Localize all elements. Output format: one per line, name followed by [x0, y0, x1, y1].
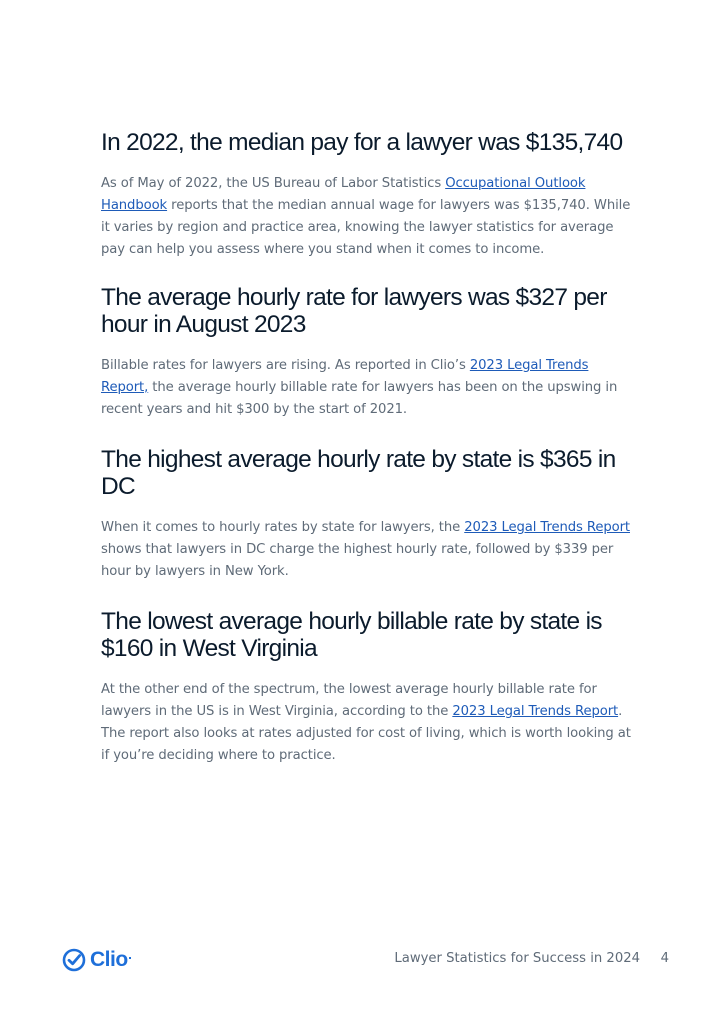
section-paragraph	[101, 517, 631, 583]
footer-document-title: Lawyer Statistics for Success in 2024	[394, 951, 640, 966]
section-highest-rate-by-state	[101, 446, 631, 583]
occupational-outlook-handbook-link[interactable]: Occupational Outlook Handbook	[101, 176, 586, 213]
paragraph-text: the average hourly billable rate for lawyers has been on the upswing in recent years and hit $300 by the start of 2021.	[101, 380, 618, 417]
paragraph-text: As of May of 2022, the US Bureau of Labor Statistics	[101, 176, 446, 191]
section-heading: In 2022, the median pay for a lawyer was $135,740	[101, 129, 623, 156]
section-median-pay	[101, 129, 631, 261]
section-heading: The lowest average hourly billable rate by state is $160 in West Virginia	[101, 608, 602, 662]
legal-trends-report-link[interactable]: 2023 Legal Trends Report,	[101, 358, 589, 395]
check-circle-icon	[62, 948, 86, 972]
paragraph-text: shows that lawyers in DC charge the highest hourly rate, followed by $339 per hour by lawyers in New York.	[101, 542, 614, 579]
section-heading: The highest average hourly rate by state is $365 in DC	[101, 446, 616, 500]
logo-wordmark: Clio	[90, 948, 128, 971]
section-paragraph	[101, 173, 631, 261]
section-paragraph	[101, 679, 631, 767]
paragraph-text: Billable rates for lawyers are rising. As reported in Clio’s	[101, 358, 470, 373]
page-number: 4	[660, 951, 669, 966]
logo-trademark-dot	[129, 957, 131, 959]
section-average-hourly-rate	[101, 284, 631, 421]
section-lowest-rate-by-state	[101, 608, 631, 767]
paragraph-text: At the other end of the spectrum, the lowest average hourly billable rate for lawyers in the US is in West Virginia, according to the	[101, 682, 597, 719]
section-heading: The average hourly rate for lawyers was $327 per hour in August 2023	[101, 284, 607, 338]
paragraph-text: . The report also looks at rates adjusted for cost of living, which is worth looking at if you’re deciding where to practice.	[101, 704, 631, 763]
paragraph-text: reports that the median annual wage for lawyers was $135,740. While it varies by region and practice area, knowing the lawyer statistics for average pay can help you assess where you stand when it comes to income.	[101, 198, 631, 257]
section-paragraph	[101, 355, 631, 421]
clio-logo	[62, 946, 131, 974]
main-content	[101, 129, 631, 767]
legal-trends-report-link[interactable]: 2023 Legal Trends Report	[464, 520, 630, 535]
legal-trends-report-link[interactable]: 2023 Legal Trends Report	[452, 704, 619, 719]
paragraph-text: When it comes to hourly rates by state for lawyers, the	[101, 520, 465, 535]
